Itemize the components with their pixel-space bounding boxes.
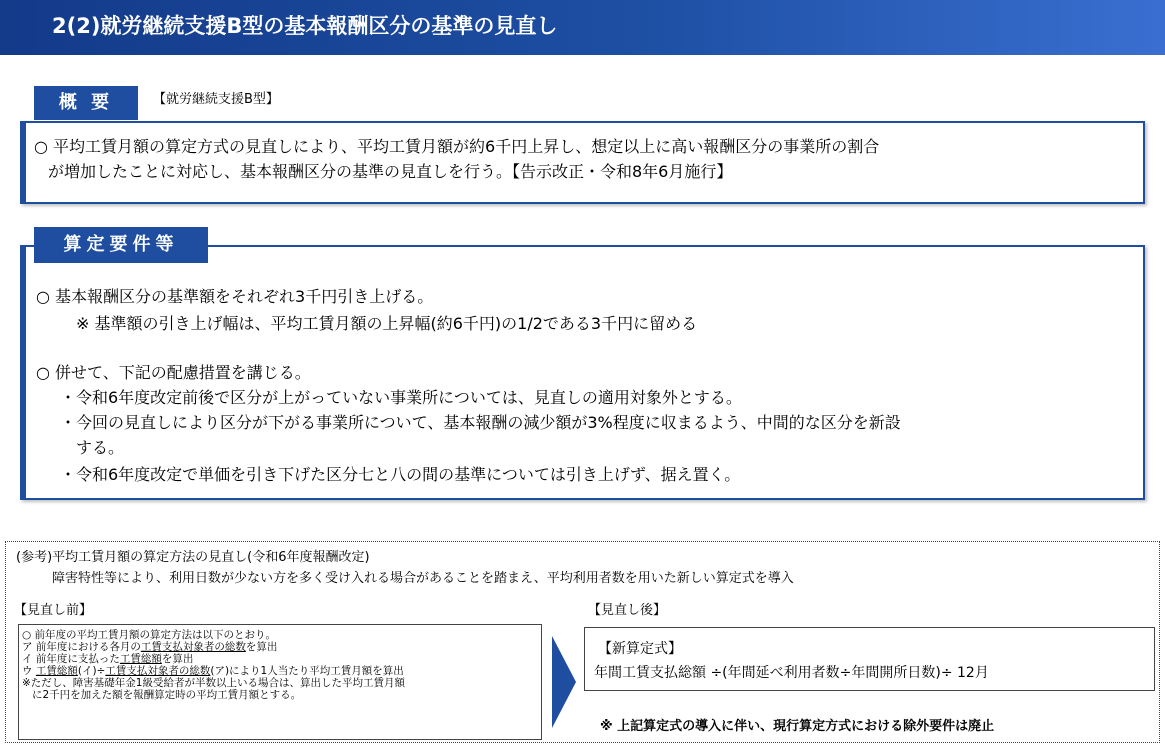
before-line-2-pre: ア 前年度における各月の (22, 641, 141, 653)
requirement-item-2: ○ 併せて、下記の配慮措置を講じる。 (36, 363, 311, 382)
after-label: 【見直し後】 (588, 603, 667, 618)
before-line-4-mid: (イ)÷ (77, 665, 106, 677)
before-line-4-underlined-2: 工賃支払対象者の総数 (105, 665, 211, 677)
before-line-3-post: を算出 (161, 653, 194, 665)
requirement-item-1-note: ※ 基準額の引き上げ幅は、平均工賃月額の上昇幅(約6千円)の1/2である3千円に留める (76, 314, 698, 333)
overview-line-1: ○ 平均工賃月額の算定方式の見直しにより、平均工賃月額が約6千円上昇し、想定以上に高い報酬区分の事業所の割合 (34, 137, 880, 156)
after-note: ※ 上記算定式の導入に伴い、現行算定方式における除外要件は廃止 (600, 719, 995, 734)
before-line-6: に2千円を加えた額を報酬算定時の平均工賃月額とする。 (32, 689, 302, 701)
before-line-3 (22, 653, 542, 665)
overview-line-2: が増加したことに対応し、基本報酬区分の基準の見直しを行う。【告示改正・令和8年6月施行】 (48, 162, 733, 181)
before-line-5: ※ただし、障害基礎年金1級受給者が半数以上いる場合は、算出した平均工賃月額 (22, 677, 405, 689)
requirement-bullet-2-cont: する。 (76, 438, 125, 457)
reference-intro: 障害特性等により、利用日数が少ない方を多く受け入れる場合があることを踏まえ、平均利用者数を用いた新しい算定式を導入 (52, 571, 794, 586)
before-text (22, 629, 542, 701)
requirement-item-1: ○ 基本報酬区分の基準額をそれぞれ3千円引き上げる。 (36, 287, 434, 306)
requirement-bullet-2: ・今回の見直しにより区分が下がる事業所について、基本報酬の減少額が3%程度に収まるよう、中間的な区分を新設 (60, 413, 901, 432)
formula: 年間工賃支払総額 ÷(年間延べ利用者数÷年間開所日数)÷ 12月 (594, 665, 989, 681)
requirement-bullet-3: ・令和6年度改定で単価を引き下げた区分七と八の間の基準については引き上げず、据え置く。 (60, 465, 741, 484)
overview-text (34, 134, 1139, 184)
formula-title: 【新算定式】 (598, 641, 682, 657)
page-title: 2(2)就労継続支援B型の基本報酬区分の基準の見直し (52, 14, 558, 38)
requirements-tag: 算定要件等 (34, 227, 208, 263)
before-line-2 (22, 641, 542, 653)
overview-subtitle: 【就労継続支援B型】 (153, 92, 279, 107)
reference-title: (参考)平均工賃月額の算定方法の見直し(令和6年度報酬改定) (16, 550, 370, 565)
before-line-3-underlined: 工賃総額 (119, 653, 162, 665)
before-line-4-underlined-1: 工賃総額 (35, 665, 78, 677)
right-arrow-icon (552, 636, 576, 728)
before-line-4-post: (ア)により1人当たり平均工賃月額を算出 (210, 665, 404, 677)
header-bar (0, 0, 1165, 55)
before-label: 【見直し前】 (14, 603, 93, 618)
before-line-1: ○ 前年度の平均工賃月額の算定方法は以下のとおり。 (22, 629, 276, 641)
requirement-bullet-1: ・令和6年度改定前後で区分が上がっていない事業所については、見直しの適用対象外とする。 (60, 388, 742, 407)
before-line-2-post: を算出 (245, 641, 278, 653)
before-line-4 (22, 665, 542, 677)
before-line-4-pre: ウ (22, 665, 36, 677)
overview-tag: 概 要 (34, 86, 138, 120)
before-line-3-pre: イ 前年度に支払った (22, 653, 120, 665)
before-line-2-underlined: 工賃支払対象者の総数 (140, 641, 246, 653)
